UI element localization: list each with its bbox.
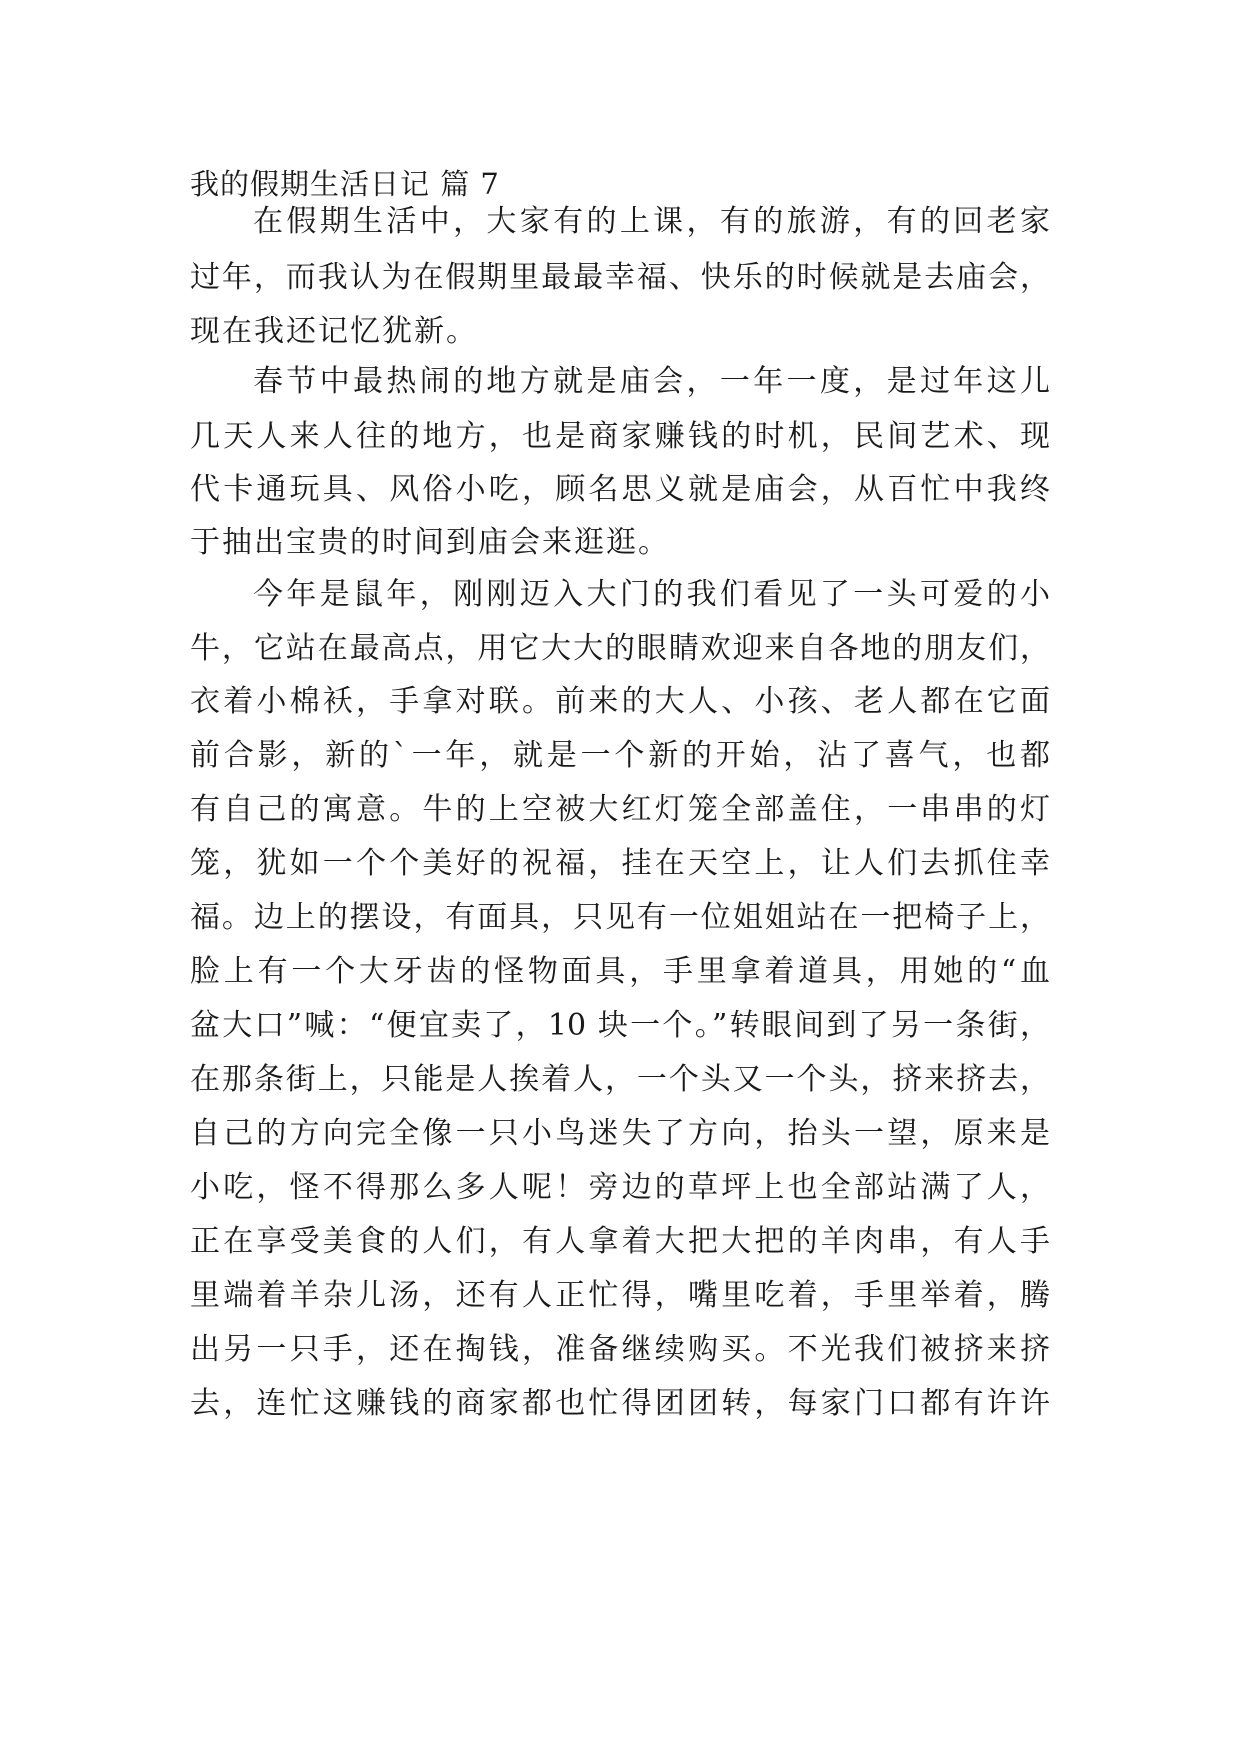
paragraph-3-line-8: 脸上有一个大牙齿的怪物面具，手里拿着道具，用她的“血 — [190, 954, 1050, 989]
paragraph-3-line-1: 今年是鼠年，刚刚迈入大门的我们看见了一头可爱的小 — [253, 577, 1050, 612]
paragraph-3-line-15: 出另一只手，还在掏钱，准备继续购买。不光我们被挤来挤 — [190, 1332, 1050, 1367]
paragraph-2-line-2: 几天人来人往的地方，也是商家赚钱的时机，民间艺术、现 — [190, 419, 1050, 454]
paragraph-3-line-14: 里端着羊杂儿汤，还有人正忙得，嘴里吃着，手里举着，腾 — [190, 1278, 1050, 1313]
paragraph-2-line-3: 代卡通玩具、风俗小吃，顾名思义就是庙会，从百忙中我终 — [190, 472, 1050, 507]
paragraph-1-line-2: 过年，而我认为在假期里最最幸福、快乐的时候就是去庙会， — [190, 260, 1050, 295]
paragraph-3-line-2: 牛，它站在最高点，用它大大的眼睛欢迎来自各地的朋友们， — [190, 631, 1050, 666]
paragraph-3-line-5: 有自己的寓意。牛的上空被大红灯笼全部盖住，一串串的灯 — [190, 792, 1050, 827]
paragraph-3-line-4: 前合影，新的`一年，就是一个新的开始，沾了喜气，也都 — [190, 738, 1050, 773]
paragraph-3-line-11: 自己的方向完全像一只小鸟迷失了方向，抬头一望，原来是 — [190, 1116, 1050, 1151]
paragraph-3-line-6: 笼，犹如一个个美好的祝福，挂在天空上，让人们去抓住幸 — [190, 846, 1050, 881]
paragraph-2-line-4: 于抽出宝贵的时间到庙会来逛逛。 — [190, 525, 670, 560]
paragraph-1-line-3: 现在我还记忆犹新。 — [190, 314, 478, 349]
paragraph-3-line-3: 衣着小棉袄，手拿对联。前来的大人、小孩、老人都在它面 — [190, 684, 1050, 719]
paragraph-1-line-1: 在假期生活中，大家有的上课，有的旅游，有的回老家 — [253, 204, 1050, 239]
paragraph-3-line-12: 小吃，怪不得那么多人呢！旁边的草坪上也全部站满了人， — [190, 1170, 1050, 1205]
document-heading: 我的假期生活日记 篇 7 — [190, 167, 500, 201]
paragraph-3-line-13: 正在享受美食的人们，有人拿着大把大把的羊肉串，有人手 — [190, 1224, 1050, 1259]
paragraph-3-line-7: 福。边上的摆设，有面具，只见有一位姐姐站在一把椅子上， — [190, 900, 1050, 935]
paragraph-3-line-10: 在那条街上，只能是人挨着人，一个头又一个头，挤来挤去， — [190, 1062, 1050, 1097]
paragraph-2-line-1: 春节中最热闹的地方就是庙会，一年一度，是过年这儿 — [253, 364, 1050, 399]
paragraph-3-line-16: 去，连忙这赚钱的商家都也忙得团团转，每家门口都有许许 — [190, 1386, 1050, 1421]
paragraph-3-line-9: 盆大口”喊：“便宜卖了，10 块一个。”转眼间到了另一条街， — [190, 1008, 1050, 1043]
